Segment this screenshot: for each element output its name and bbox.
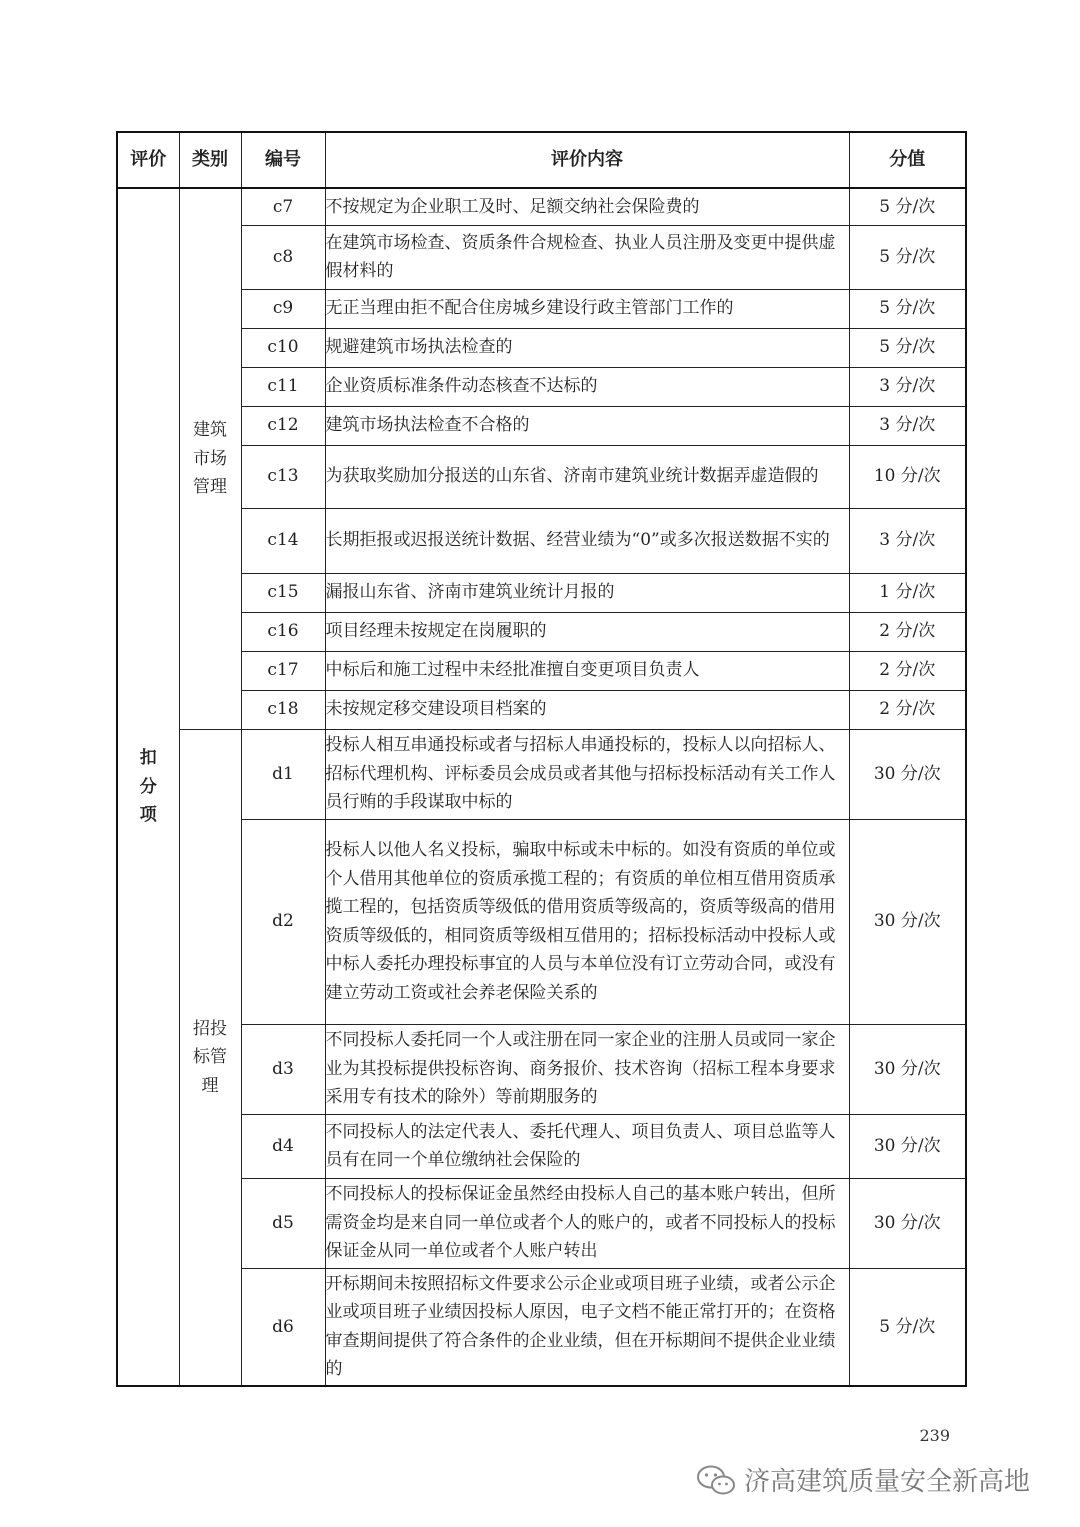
category-cell-bidding — [179, 729, 241, 1386]
row-code: d4 — [241, 1114, 325, 1178]
row-content: 规避建筑市场执法检查的 — [325, 328, 849, 367]
table-row — [117, 508, 966, 573]
row-content: 为获取奖励加分报送的山东省、济南市建筑业统计数据弄虚造假的 — [325, 445, 849, 508]
table-row — [117, 188, 966, 225]
table-row — [117, 367, 966, 406]
table-row — [117, 1268, 966, 1386]
row-content: 在建筑市场检查、资质条件合规检查、执业人员注册及变更中提供虚假材料的 — [325, 225, 849, 289]
watermark — [696, 1461, 1030, 1498]
row-code: d6 — [241, 1268, 325, 1386]
group-label: 扣分项 — [139, 748, 157, 826]
row-score: 30 分/次 — [849, 1024, 966, 1114]
table-row — [117, 819, 966, 1024]
table-row — [117, 651, 966, 690]
row-content: 项目经理未按规定在岗履职的 — [325, 612, 849, 651]
row-content: 开标期间未按照招标文件要求公示企业或项目班子业绩，或者公示企业或项目班子业绩因投标人原因，电子文档不能正常打开的；在资格审查期间提供了符合条件的企业业绩，但在开标期间不提供企业业绩的 — [325, 1268, 849, 1386]
row-code: c7 — [241, 188, 325, 225]
table-row — [117, 445, 966, 508]
row-content: 建筑市场执法检查不合格的 — [325, 406, 849, 445]
row-score: 5 分/次 — [849, 289, 966, 328]
row-score: 30 分/次 — [849, 1178, 966, 1268]
table-row — [117, 225, 966, 289]
row-content: 无正当理由拒不配合住房城乡建设行政主管部门工作的 — [325, 289, 849, 328]
row-code: d1 — [241, 729, 325, 819]
row-code: c17 — [241, 651, 325, 690]
header-code: 编号 — [241, 132, 325, 188]
row-code: c15 — [241, 573, 325, 612]
category-label-market: 建筑市场管理 — [192, 420, 227, 497]
row-code: d5 — [241, 1178, 325, 1268]
evaluation-table — [116, 131, 967, 1387]
row-content: 中标后和施工过程中未经批准擅自变更项目负责人 — [325, 651, 849, 690]
table-row — [117, 1024, 966, 1114]
page-number: 239 — [919, 1426, 950, 1445]
row-score: 5 分/次 — [849, 225, 966, 289]
row-content: 投标人以他人名义投标，骗取中标或未中标的。如没有资质的单位或个人借用其他单位的资质承揽工程的；有资质的单位相互借用资质承揽工程的，包括资质等级低的借用资质等级高的，资质等级高的借用资质等级低的，相同资质等级相互借用的；招标投标活动中投标人或中标人委托办理投标事宜的人员与本单位没有订立劳动合同，或没有建立劳动工资或社会养老保险关系的 — [325, 819, 849, 1024]
table-row — [117, 612, 966, 651]
row-content: 未按规定移交建设项目档案的 — [325, 690, 849, 729]
row-content: 漏报山东省、济南市建筑业统计月报的 — [325, 573, 849, 612]
table-row — [117, 328, 966, 367]
row-content: 不同投标人的投标保证金虽然经由投标人自己的基本账户转出，但所需资金均是来自同一单位或者个人的账户的，或者不同投标人的投标保证金从同一单位或者个人账户转出 — [325, 1178, 849, 1268]
row-code: c12 — [241, 406, 325, 445]
table-row — [117, 406, 966, 445]
row-score: 3 分/次 — [849, 367, 966, 406]
row-code: c16 — [241, 612, 325, 651]
table-row — [117, 729, 966, 819]
row-score: 3 分/次 — [849, 406, 966, 445]
row-code: d2 — [241, 819, 325, 1024]
row-score: 2 分/次 — [849, 651, 966, 690]
row-score: 1 分/次 — [849, 573, 966, 612]
row-score: 30 分/次 — [849, 819, 966, 1024]
table-header-row — [117, 132, 966, 188]
header-content: 评价内容 — [325, 132, 849, 188]
row-score: 2 分/次 — [849, 612, 966, 651]
row-score: 30 分/次 — [849, 1114, 966, 1178]
wechat-icon — [696, 1464, 736, 1496]
row-score: 5 分/次 — [849, 188, 966, 225]
row-code: c18 — [241, 690, 325, 729]
row-content: 投标人相互串通投标或者与招标人串通投标的，投标人以向招标人、招标代理机构、评标委员会成员或者其他与招标投标活动有关工作人员行贿的手段谋取中标的 — [325, 729, 849, 819]
table-row — [117, 1178, 966, 1268]
row-code: c13 — [241, 445, 325, 508]
category-label-bidding: 招投标管理 — [192, 1018, 227, 1096]
category-cell-market — [179, 188, 241, 729]
table-row — [117, 573, 966, 612]
row-score: 2 分/次 — [849, 690, 966, 729]
table-row — [117, 289, 966, 328]
row-code: c11 — [241, 367, 325, 406]
header-category: 类别 — [179, 132, 241, 188]
row-code: c10 — [241, 328, 325, 367]
row-code: c14 — [241, 508, 325, 573]
row-score: 30 分/次 — [849, 729, 966, 819]
header-score: 分值 — [849, 132, 966, 188]
header-evaluation: 评价 — [117, 132, 179, 188]
row-content: 长期拒报或迟报送统计数据、经营业绩为“0”或多次报送数据不实的 — [325, 508, 849, 573]
row-code: c9 — [241, 289, 325, 328]
watermark-text: 济高建筑质量安全新高地 — [744, 1467, 1031, 1497]
row-content: 不按规定为企业职工及时、足额交纳社会保险费的 — [325, 188, 849, 225]
row-score: 3 分/次 — [849, 508, 966, 573]
row-score: 5 分/次 — [849, 328, 966, 367]
row-code: d3 — [241, 1024, 325, 1114]
row-content: 不同投标人委托同一个人或注册在同一家企业的注册人员或同一家企业为其投标提供投标咨询、商务报价、技术咨询（招标工程本身要求采用专有技术的除外）等前期服务的 — [325, 1024, 849, 1114]
row-content: 企业资质标准条件动态核查不达标的 — [325, 367, 849, 406]
row-code: c8 — [241, 225, 325, 289]
table-row — [117, 1114, 966, 1178]
row-score: 5 分/次 — [849, 1268, 966, 1386]
row-score: 10 分/次 — [849, 445, 966, 508]
group-cell-deduction — [117, 188, 179, 1386]
table-row — [117, 690, 966, 729]
row-content: 不同投标人的法定代表人、委托代理人、项目负责人、项目总监等人员有在同一个单位缴纳社会保险的 — [325, 1114, 849, 1178]
